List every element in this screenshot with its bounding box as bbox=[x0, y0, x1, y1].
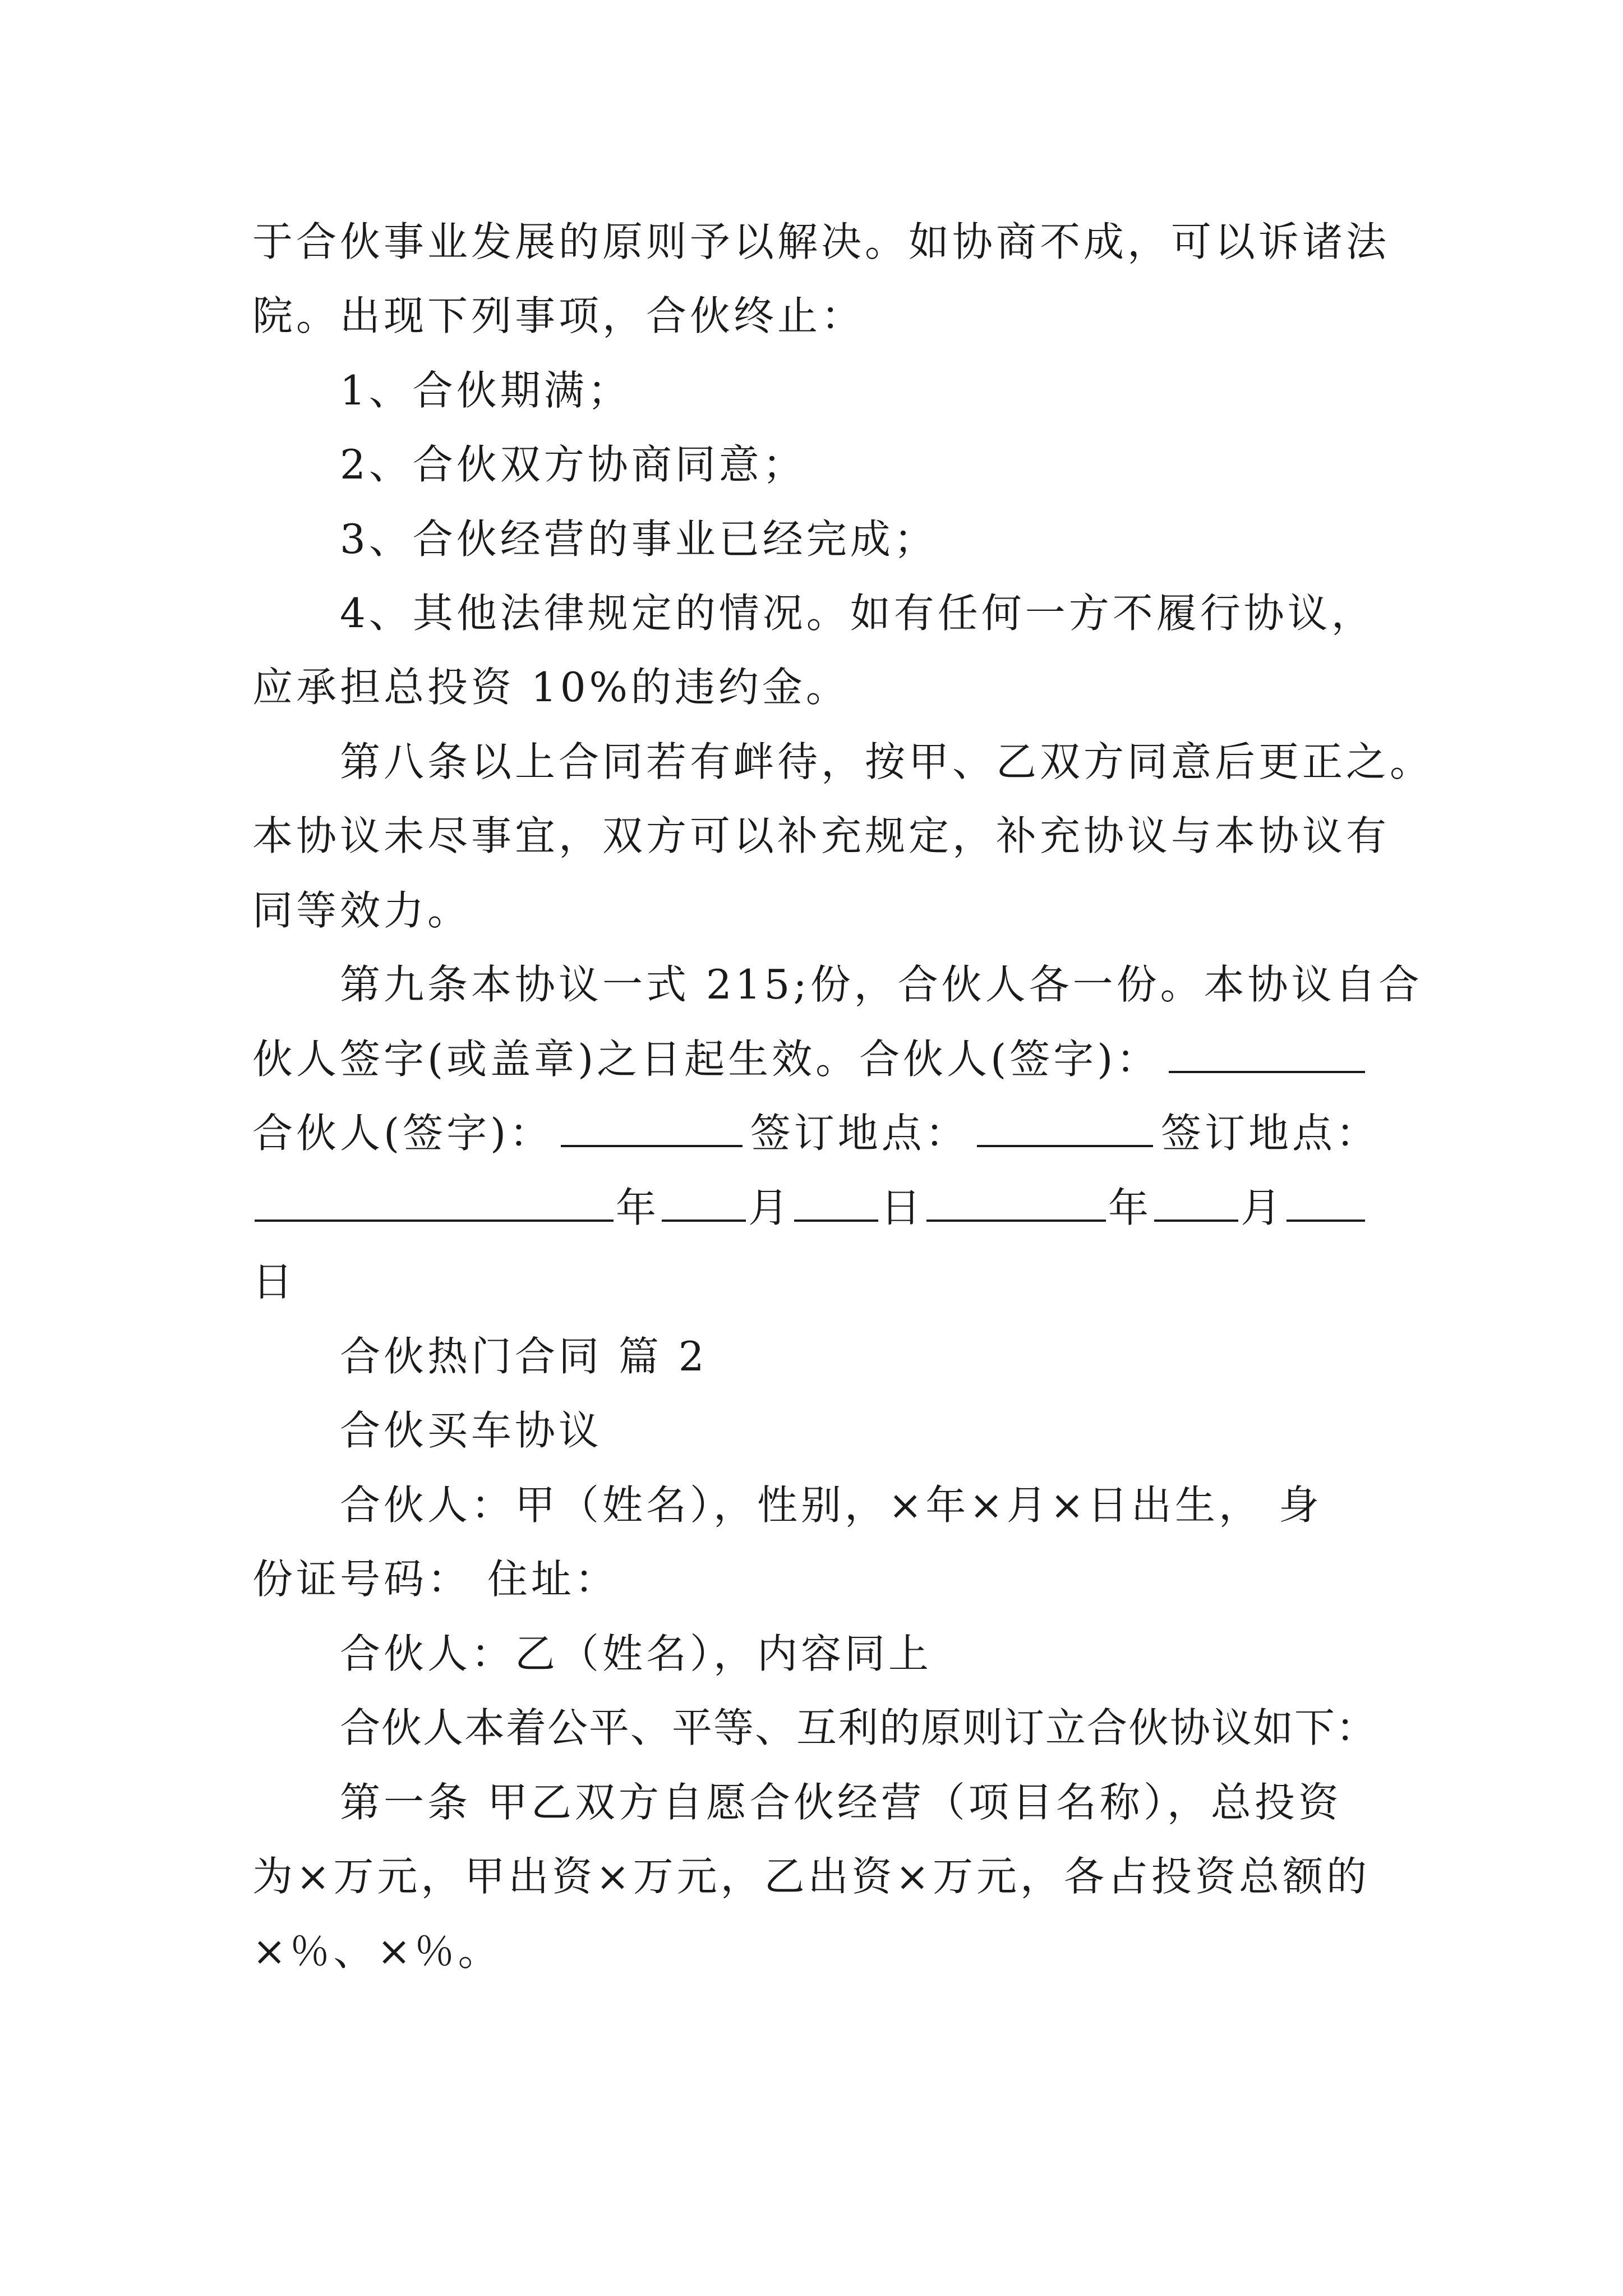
month-label: 月 bbox=[748, 1184, 792, 1231]
party-b-line: 合伙人：乙（姓名），内容同上 bbox=[340, 1630, 933, 1677]
year-blank[interactable] bbox=[662, 1182, 746, 1222]
article-1: 第一条 甲乙双方自愿合伙经营（项目名称），总投资 bbox=[340, 1779, 1342, 1826]
text-line: 本协议未尽事宜，双方可以补充规定，补充协议与本协议有 bbox=[252, 812, 1390, 859]
text-line: 同等效力。 bbox=[252, 887, 472, 934]
signature-blank[interactable] bbox=[561, 1108, 743, 1147]
section-heading: 合伙热门合同 篇 2 bbox=[340, 1333, 708, 1380]
date-blank[interactable] bbox=[926, 1182, 1106, 1222]
place-label: 签订地点： bbox=[1160, 1110, 1380, 1157]
signature-blank[interactable] bbox=[1169, 1034, 1365, 1073]
year-label: 年 bbox=[1108, 1184, 1152, 1231]
party-label: 合伙人(签字)： bbox=[252, 1110, 554, 1157]
signature-intro-line bbox=[252, 1028, 1380, 1090]
party-a-id-line: 份证号码： 住址： bbox=[252, 1556, 619, 1603]
section-subtitle: 合伙买车协议 bbox=[340, 1407, 603, 1454]
year-label: 年 bbox=[616, 1184, 660, 1231]
day-label: 日 bbox=[880, 1184, 925, 1231]
place-blank[interactable] bbox=[255, 1182, 614, 1222]
list-item: 2、合伙双方协商同意； bbox=[340, 441, 806, 488]
preamble: 合伙人本着公平、平等、互利的原则订立合伙协议如下： bbox=[340, 1704, 1378, 1751]
day-label: 日 bbox=[252, 1258, 297, 1305]
day-blank[interactable] bbox=[1287, 1182, 1365, 1222]
list-item: 1、合伙期满； bbox=[340, 367, 631, 414]
month-label: 月 bbox=[1241, 1184, 1285, 1231]
date-row bbox=[252, 1177, 1380, 1239]
text-line: ×％、×％。 bbox=[252, 1927, 502, 1975]
article-8: 第八条以上合同若有衅待，按甲、乙双方同意后更正之。 bbox=[340, 738, 1434, 785]
list-item: 3、合伙经营的事业已经完成； bbox=[340, 516, 938, 563]
text-line: 应承担总投资 10%的违约金。 bbox=[252, 664, 850, 711]
signature-row bbox=[252, 1102, 1380, 1164]
article-9: 第九条本协议一式 215;份，合伙人各一份。本协议自合 bbox=[340, 961, 1423, 1008]
text-line: 为×万元，甲出资×万元，乙出资×万元，各占投资总额的 bbox=[252, 1853, 1370, 1900]
place-blank[interactable] bbox=[977, 1108, 1153, 1147]
text-line: 于合伙事业发展的原则予以解决。如协商不成，可以诉诸法 bbox=[252, 218, 1390, 265]
month-blank[interactable] bbox=[794, 1182, 878, 1222]
month-blank[interactable] bbox=[1154, 1182, 1238, 1222]
text-span: 伙人签字(或盖章)之日起生效。合伙人(签字)： bbox=[252, 1036, 1160, 1083]
place-label: 签订地点： bbox=[750, 1110, 969, 1157]
list-item: 4、其他法律规定的情况。如有任何一方不履行协议， bbox=[340, 590, 1375, 637]
party-a-line: 合伙人：甲（姓名），性别，×年×月×日出生， 身 bbox=[340, 1481, 1322, 1529]
text-line: 院。出现下列事项，合伙终止： bbox=[252, 292, 865, 339]
